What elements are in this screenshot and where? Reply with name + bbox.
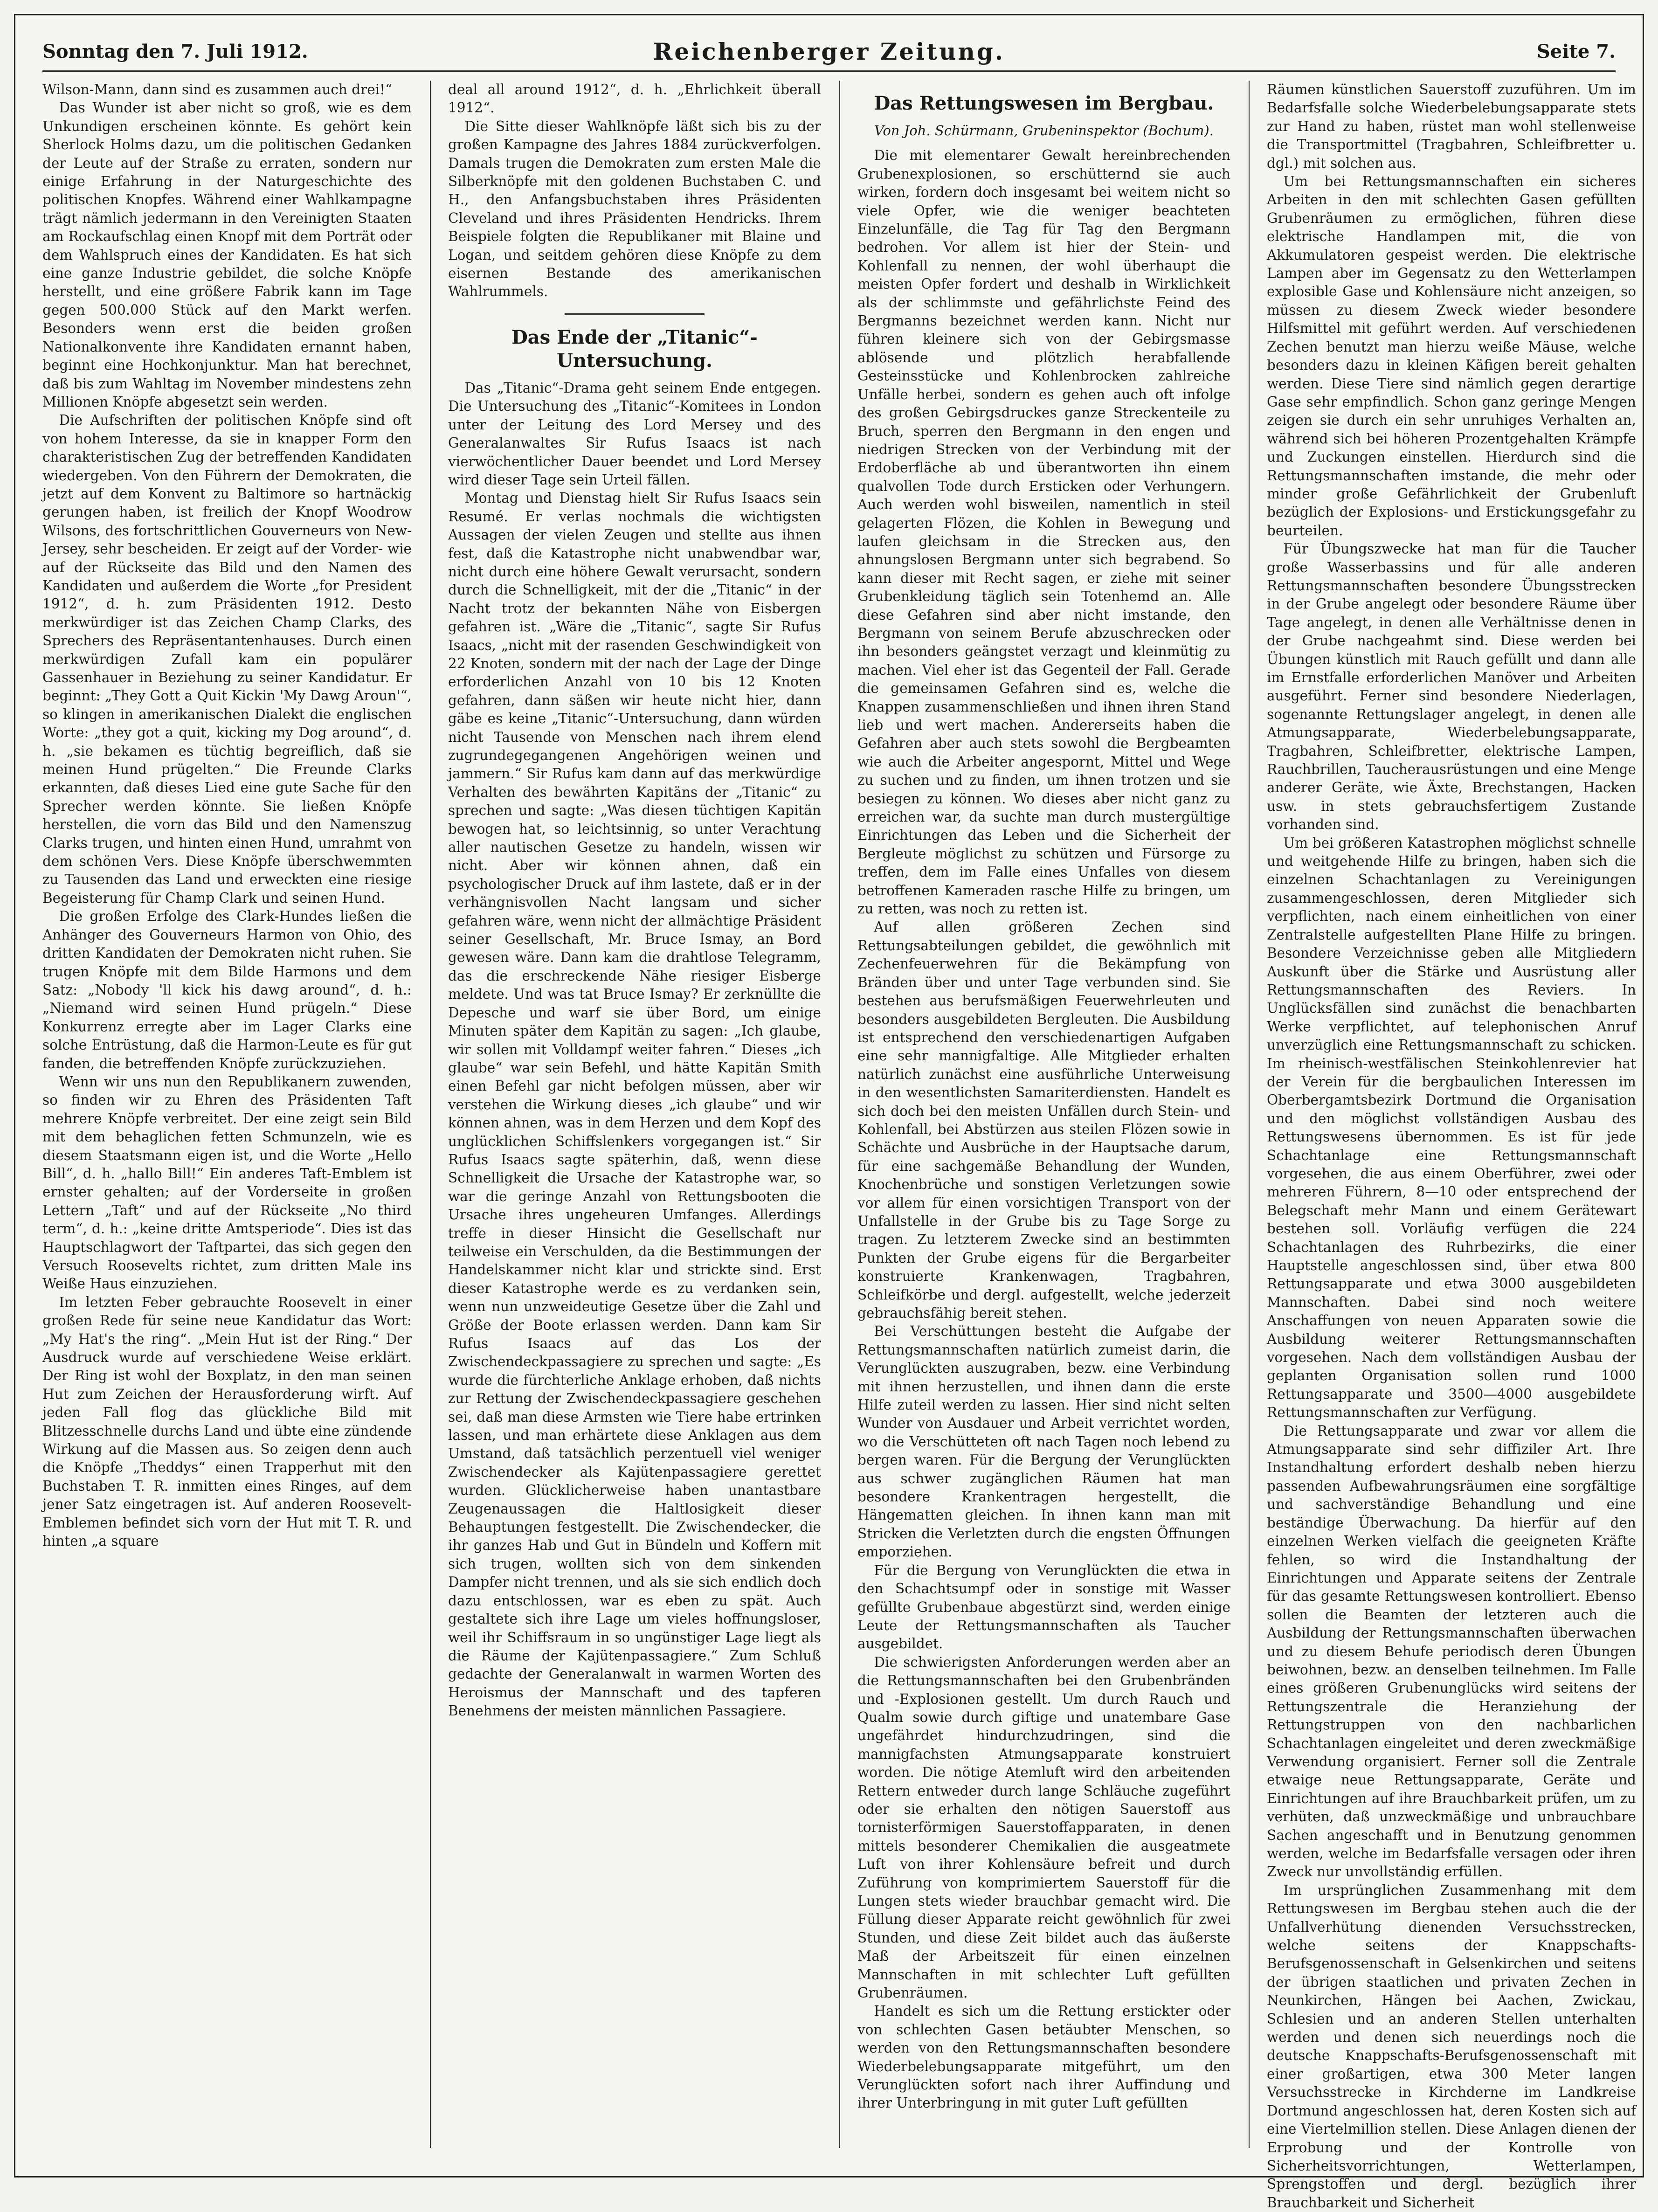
article-paragraph: Die mit elementarer Gewalt hereinbrechenden Grubenexplosionen, so erschütternd sie auch wirken, fordern doch insgesamt bei weitem nicht so viele Opfer, wie die weniger beachteten Einzelunfälle, die Tag für Tag den Bergmann bedrohen. Vor allem ist hier der Stein- und Kohlenfall zu nennen, der wohl überhaupt die meisten Opfer fordert und deshalb in Wirklichkeit als der schlimmste und gefährlichste Feind des Bergmanns bezeichnet werden kann. Nicht nur führen kleinere sich von der Gebirgsmasse ablösende und plötzlich herabfallende Gesteinsstücke und Kohlenbrocken zahlreiche Unfälle herbei, sondern es gehen auch oft infolge des großen Gebirgsdruckes ganze Streckenteile zu Bruch, sperren den Bergmann in den engen und niedrigen Strecken von der Verbindung mit der Erdoberfläche ab und überantworten ihn einem qualvollen Tode durch Ersticken oder Verhungern. Auch werden wohl bisweilen, namentlich in steil gelagerten Flözen, die Kohlen in Bewegung und laufen gleichsam in die Strecken aus, den ahnungslosen Bergmann unter sich begrabend. So kann dieser mit Recht sagen, er ziehe mit seiner Grubenkleidung täglich sein Totenhemd an. Alle diese Gefahren sind aber nicht imstande, den Bergmann von seinem Berufe abzuschrecken oder ihn besonders geängstet verzagt und kleinmütig zu machen. Viel eher ist das Gegenteil der Fall. Gerade die gemeinsamen Gefahren sind es, welche die Knappen zusammenschließen und ihnen ihren Stand lieb und wert machen. Andererseits haben die Gefahren aber auch stets sowohl die Bergbeamten wie auch die Arbeiter angespornt, Mittel und Wege zu suchen und zu finden, um ihnen trotzen und sie besiegen zu können. Wo dieses aber nicht ganz zu erreichen war, da suchte man durch mustergültige Einrichtungen das Leben und die Sicherheit der Bergleute möglichst zu schützen und Fürsorge zu treffen, dem im Falle eines Unfalles von diesem betroffenen Kameraden rasche Hilfe zu bringen, um zu retten, was noch zu retten ist.: [857, 147, 1230, 917]
masthead: [42, 38, 1616, 72]
article-paragraph: Montag und Dienstag hielt Sir Rufus Isaacs sein Resumé. Er verlas nochmals die wichtigsten Aussagen der vielen Zeugen und stellte aus ihnen fest, daß die Katastrophe nicht unabwendbar war, nicht durch eine höhere Gewalt verursacht, sondern durch die Schnelligkeit, mit der die „Titanic“ in der Nacht trotz der bekannten Nähe von Eisbergen gefahren ist. „Wäre die „Titanic“, sagte Sir Rufus Isaacs, „nicht mit der rasenden Geschwindigkeit von 22 Knoten, sondern mit der nach der Lage der Dinge erforderlichen Anzahl von 10 bis 12 Knoten gefahren, dann säßen wir heute nicht hier, dann gäbe es keine „Titanic“-Untersuchung, dann würden nicht Tausende von Menschen nach ihrem elend zugrundegegangenen Angehörigen weinen und jammern.“ Sir Rufus kam dann auf das merkwürdige Verhalten des bewährten Kapitäns der „Titanic“ zu sprechen und sagte: „Was diesen tüchtigen Kapitän bewogen hat, so leichtsinnig, so unter Verachtung aller nautischen Gesetze zu handeln, wissen wir nicht. Aber wir können ahnen, daß ein psychologischer Druck auf ihm lastete, daß er in der verhängnisvollen Nacht langsam und sicher gefahren wäre, wenn nicht der allmächtige Präsident seiner Gesellschaft, Mr. Bruce Ismay, an Bord gewesen wäre. Dann kam die drahtlose Telegramm, das die erschreckende Nähe riesiger Eisberge meldete. Und was tat Bruce Ismay? Er zerknüllte die Depesche und warf sie über Bord, um einige Minuten später dem Kapitän zu sagen: „Ich glaube, wir sollen mit Volldampf weiter fahren.“ Dieses „ich glaube“ war sein Befehl, und hätte Kapitän Smith einen Befehl gar nicht befolgen müssen, aber wir verstehen die Wirkung dieses „ich glaube“ und wir können ahnen, was in dem Herzen und dem Kopf des unglücklichen Schiffslenkers vorgegangen ist.“ Sir Rufus Isaacs sagte späterhin, daß, wenn diese Schnelligkeit die Ursache der Katastrophe war, so war die geringe Anzahl von Rettungsbooten die Ursache ihres ungeheuren Umfanges. Allerdings treffe in dieser Hinsicht die Gesellschaft nur teilweise ein Verschulden, da die Bestimmungen der Handelskammer nicht klar und strickte sind. Erst dieser Katastrophe werde es zu verdanken sein, wenn nun unzweideutige Gesetze über die Zahl und Größe der Boote erlassen werden. Dann kam Sir Rufus Isaacs auf das Los der Zwischendeckpassagiere zu sprechen und sagte: „Es wurde die fürchterliche Anklage erhoben, daß nichts zur Rettung der Zwischendeckpassagiere geschehen sei, daß man diese Armsten wie Tiere habe ertrinken lassen, und man erhärtete diese Anklagen aus dem Umstand, daß tatsächlich perzentuell viel weniger Zwischendecker als Kajütenpassagiere gerettet wurden. Glücklicherweise haben unantastbare Zeugenaussagen die Haltlosigkeit dieser Behauptungen festgestellt. Die Zwischendecker, die ihr ganzes Hab und Gut in Bündeln und Koffern mit sich trugen, wollten sich von dem sinkenden Dampfer nicht trennen, und als sie sich endlich doch dazu entschlossen, war es eben zu spät. Auch gestaltete sich ihre Lage um vieles hoffnungsloser, weil ihr Schiffsraum in so ungünstiger Lage liegt als die Räume der Kajütenpassagiere.“ Zum Schluß gedachte der Generalanwalt in warmen Worten des Heroismus der Mannschaft und des tapferen Benehmens der meisten männlichen Passagiere.: [448, 490, 821, 1719]
page-number: Seite 7.: [1536, 41, 1616, 62]
column-2: [448, 81, 821, 2154]
newspaper-page: [14, 14, 1644, 2211]
article-paragraph: Handelt es sich um die Rettung erstickter oder von schlechten Gasen betäubter Menschen, so werden von den Rettungsmannschaften besondere Wiederbelebungsapparate mitgeführt, um den Verunglückten sofort nach ihrer Auffindung und ihrer Unterbringung in mit guter Luft gefüllten: [857, 2003, 1230, 2111]
article-paragraph: Um bei Rettungsmannschaften ein sicheres Arbeiten in den mit schlechten Gasen gefüllten Grubenräumen zu ermöglichen, führen diese elektrische Handlampen mit, die von Akkumulatoren gespeist werden. Die elektrische Lampen aber im Gegensatz zu den Wetterlampen explosible Gase und Kohlensäure nicht anzeigen, so müssen zu diesem Zweck wieder besondere Hilfsmittel mit geführt werden. Auf verschiedenen Zechen benutzt man hierzu weiße Mäuse, welche besonders dazu in kleinen Käfigen bereit gehalten werden. Diese Tiere sind nämlich gegen derartige Gase sehr empfindlich. Schon ganz geringe Mengen zeigen sie durch ein sehr unruhiges Verhalten an, während sich bei höheren Prozentgehalten Krämpfe und Zuckungen einstellen. Hierdurch sind die Rettungsmannschaften imstande, die mehr oder minder große Gefährlichkeit der Grubenluft bezüglich der Explosions- und Erstickungsgefahr zu beurteilen.: [1267, 173, 1636, 539]
issue-date: Sonntag den 7. Juli 1912.: [42, 41, 308, 62]
article-paragraph: Die großen Erfolge des Clark-Hundes ließen die Anhänger des Gouverneurs Harmon von Ohio, des dritten Kandidaten der Demokraten nicht ruhen. Sie trugen Knöpfe mit dem Bilde Harmons und dem Satz: „Nobody 'll kick his dawg around“, d. h.: „Niemand wird seinen Hund prügeln.“ Diese Konkurrenz erregte aber im Lager Clarks eine solche Entrüstung, daß die Harmon-Leute es für gut fanden, die betreffenden Knöpfe zurückzuziehen.: [42, 908, 412, 1071]
column-3: [857, 81, 1230, 2154]
article-paragraph: Das „Titanic“-Drama geht seinem Ende entgegen. Die Untersuchung des „Titanic“-Komitees in London unter der Leitung des Lord Mersey und des Generalanwaltes Sir Rufus Isaacs ist nach vierwöchentlicher Dauer beendet und Lord Mersey wird dieser Tage sein Urteil fällen.: [448, 380, 821, 488]
article-paragraph: Auf allen größeren Zechen sind Rettungsabteilungen gebildet, die gewöhnlich mit Zechenfeuerwehren für die Bekämpfung von Bränden über und unter Tage verbunden sind. Sie bestehen aus berufsmäßigen Feuerwehrleuten und besonders ausgebildeten Bergleuten. Die Ausbildung ist entsprechend den verschiedenartigen Aufgaben eine sehr mannigfaltige. Alle Mitglieder erhalten natürlich zunächst eine ausführliche Unterweisung in den wesentlichsten Samariterdiensten. Handelt es sich doch bei den meisten Unfällen durch Stein- und Kohlenfall, bei Abstürzen aus steilen Flözen sowie in Schächte und Ausbrüche in der Hauptsache darum, für eine sachgemäße Behandlung der Wunden, Knochenbrüche und sonstigen Verletzungen sowie vor allem für einen vorsichtigen Transport von der Unfallstelle in der Grube bis zu Tage Sorge zu tragen. Zu letzterem Zwecke sind an bestimmten Punkten der Grube eigens für die Bergarbeiter konstruierte Krankenwagen, Tragbahren, Schleifkörbe und dergl. aufgestellt, welche jederzeit gebrauchsfähig bereit stehen.: [857, 919, 1230, 1321]
column-4: [1267, 81, 1636, 2211]
column-1: [42, 81, 412, 2154]
column-divider: [430, 81, 431, 2148]
article-paragraph: Die Sitte dieser Wahlknöpfe läßt sich bis zu der großen Kampagne des Jahres 1884 zurückverfolgen. Damals trugen die Demokraten zum ersten Male die Silberknöpfe mit den goldenen Buchstaben C. und H., den Anfangsbuchstaben ihres Präsidenten Cleveland und ihres Präsidenten Hendricks. Ihrem Beispiele folgten die Republikaner mit Blaine und Logan, und seitdem gehören diese Knöpfe zu dem eisernen Bestande des amerikanischen Wahlrummels.: [448, 118, 821, 300]
article-paragraph: Wenn wir uns nun den Republikanern zuwenden, so finden wir zu Ehren des Präsidenten Taft mehrere Knöpfe verbreitet. Der eine zeigt sein Bild mit dem behaglichen fetten Schmunzeln, wie es diesem Staatsmann eigen ist, und die Worte „Hello Bill“, d. h. „hallo Bill!“ Ein anderes Taft-Emblem ist ernster gehalten; auf der Vorderseite in großen Lettern „Taft“ und auf der Rückseite „No third term“, d. h.: „keine dritte Amtsperiode“. Dies ist das Hauptschlagwort der Taftpartei, das sich gegen den Versuch Roosevelts richtet, zum dritten Male ins Weiße Haus einzuziehen.: [42, 1073, 412, 1292]
article-paragraph: Wilson-Mann, dann sind es zusammen auch drei!“: [42, 82, 393, 97]
article-paragraph: Um bei größeren Katastrophen möglichst schnelle und weitgehende Hilfe zu bringen, haben sich die einzelnen Schachtanlagen zu Vereinigungen zusammengeschlossen, deren Mitglieder sich verpflichten, nach einem einheitlichen von einer Zentralstelle aufgestellten Plane Hilfe zu bringen. Besondere Verzeichnisse geben alle Mitgliedern Auskunft über die Stärke und Ausrüstung aller Rettungsmannschaften des Reviers. In Unglücksfällen sind zunächst die benachbarten Werke verpflichtet, auf telephonischen Anruf unverzüglich eine Rettungsmannschaft zu schicken. Im rheinisch-westfälischen Steinkohlenrevier hat der Verein für die bergbaulichen Interessen im Oberbergamtsbezirk Dortmund die Organisation und den möglichst vollständigen Ausbau des Rettungswesens übernommen. Es ist für jede Schachtanlage eine Rettungsmannschaft vorgesehen, die aus einem Oberführer, zwei oder mehreren Führern, 8—10 oder entsprechend der Belegschaft mehr Mann und einem Gerätewart bestehen soll. Vorläufig verfügen die 224 Schachtanlagen des Ruhrbezirks, die einer Hauptstelle angeschlossen sind, über etwa 800 Rettungsapparate und etwa 3000 ausgebildeten Mannschaften. Dabei sind noch weitere Anschaffungen von neuen Apparaten sowie die Ausbildung weiterer Rettungsmannschaften vorgesehen. Nach dem vollständigen Ausbau der geplanten Organisation sollen rund 1000 Rettungsapparate und 3500—4000 ausgebildete Rettungsmannschaften zur Verfügung.: [1267, 835, 1636, 1421]
article-paragraph: Für Übungszwecke hat man für die Taucher große Wasserbassins und für alle anderen Rettungsmannschaften besondere Übungsstrecken in der Grube angelegt oder besondere Räume über Tage angelegt, in denen alle Verhältnisse denen in der Grube nachgeahmt sind. Diese werden bei Übungen künstlich mit Rauch gefüllt und dann alle im Ernstfalle erforderlichen Manöver und Arbeiten ausgeführt. Ferner sind besondere Niederlagen, sogenannte Rettungslager angelegt, in denen alle Atmungsapparate, Wiederbelebungsapparate, Tragbahren, Schleifbretter, elektrische Lampen, Rauchbrillen, Taucherausrüstungen und eine Menge anderer Geräte, wie Äxte, Brechstangen, Hacken usw. in stets gebrauchsfertigem Zustande vorhanden sind.: [1267, 541, 1636, 833]
article-headline-titanic: Das Ende der „Titanic“-Untersuchung.: [511, 326, 758, 372]
article-paragraph: Für die Bergung von Verunglückten die etwa in den Schachtsumpf oder in sonstige mit Wasser gefüllte Grubenbaue abgestürzt sind, werden einige Leute der Rettungsmannschaften als Taucher ausgebildet.: [857, 1562, 1230, 1652]
article-paragraph: Das Wunder ist aber nicht so groß, wie es dem Unkundigen erscheinen könnte. Es gehört kein Sherlock Holms dazu, um die politischen Gedanken der Leute auf der Straße zu erraten, sondern nur einige Erfahrung in der Naturgeschichte des politischen Knopfes. Während einer Wahlkampagne trägt nämlich jedermann in den Vereinigten Staaten am Rockaufschlag einen Knopf mit dem Porträt oder dem Wahlspruch eines der Kandidaten. Es hat sich eine ganze Industrie gebildet, die solche Knöpfe herstellt, und eine größere Fabrik kann im Tage gegen 500.000 Stück auf den Markt werfen. Besonders wenn erst die beiden großen Nationalkonvente ihre Kandidaten ernannt haben, beginnt eine Hochkonjunktur. Man hat berechnet, daß bis zum Wahltag im November mindestens zehn Millionen Knöpfe abgesetzt sein werden.: [42, 100, 412, 410]
article-paragraph: Die schwierigsten Anforderungen werden aber an die Rettungsmannschaften bei den Grubenbränden und -Explosionen gestellt. Um durch Rauch und Qualm sowie durch giftige und unatembare Gase ungefährdet hindurchzudringen, sind die mannigfachsten Atmungsapparate konstruiert worden. Die nötige Atemluft wird den arbeitenden Rettern entweder durch lange Schläuche zugeführt oder sie erhalten den nötigen Sauerstoff aus tornisterförmigen Sauerstoffapparaten, in denen mittels besonderer Chemikalien die ausgeatmete Luft von ihrer Kohlensäure befreit und durch Zuführung von komprimiertem Sauerstoff für die Lungen stets wieder brauchbar gemacht wird. Die Füllung dieser Apparate reicht gewöhnlich für zwei Stunden, und diese Zeit bildet auch das äußerste Maß der Arbeitszeit für einen einzelnen Mannschaften in mit schlechter Luft gefüllten Grubenräumen.: [857, 1654, 1230, 2001]
article-paragraph: Räumen künstlichen Sauerstoff zuzuführen. Um im Bedarfsfalle solche Wiederbelebungsapparate stets zur Hand zu haben, rüstet man wohl stellenweise die Transportmittel (Tragbahren, Schleifbretter u. dgl.) mit solchen aus.: [1267, 82, 1636, 171]
article-paragraph: deal all around 1912“, d. h. „Ehrlichkeit überall 1912“.: [448, 82, 821, 116]
column-divider: [839, 81, 840, 2148]
article-paragraph: Im letzten Feber gebrauchte Roosevelt in einer großen Rede für seine neue Kandidatur das Wort: „My Hat's the ring“. „Mein Hut ist der Ring.“ Der Ausdruck wurde auf verschiedene Weise erklärt. Der Ring ist wohl der Boxplatz, in den man seinen Hut zum Zeichen der Herausforderung wirft. Auf jeden Fall flog das glückliche Bild mit Blitzesschnelle durchs Land und übte eine zündende Wirkung auf die Massen aus. So zeigen denn auch die Knöpfe „Theddys“ einen Trapperhut mit den Buchstaben T. R. inmitten eines Ringes, auf dem jener Satz eingetragen ist. Auf anderen Roosevelt-Emblemen befindet sich vorn der Hut mit T. R. und hinten „a square: [42, 1294, 412, 1549]
column-divider: [1249, 81, 1250, 2148]
article-paragraph: Bei Verschüttungen besteht die Aufgabe der Rettungsmannschaften natürlich zumeist darin, die Verunglückten auszugraben, bezw. eine Verbindung mit ihnen herzustellen, und ihnen dann die erste Hilfe zuteil werden zu lassen. Hier sind nicht selten Wunder von Ausdauer und Arbeit verrichtet worden, wo die Verschütteten oft nach Tagen noch lebend zu bergen waren. Für die Bergung der Verunglückten aus schwer zugänglichen Räumen hat man besondere Krankentragen hergestellt, die Hängematten gleichen. In ihnen kann man mit Stricken die Verletzten durch die engsten Öffnungen emporziehen.: [857, 1323, 1230, 1560]
article-separator: [565, 313, 705, 315]
article-paragraph: Die Aufschriften der politischen Knöpfe sind oft von hohem Interesse, da sie in knapper Form den charakteristischen Zug der betreffenden Kandidaten wiedergeben. Von den Führern der Demokraten, die jetzt auf dem Konvent zu Baltimore so hartnäckig gerungen haben, ist freilich der Knopf Woodrow Wilsons, des fortschrittlichen Gouverneurs von New-Jersey, sehr bescheiden. Er zeigt auf der Vorder- wie auf der Rückseite das Bild und den Namen des Kandidaten und außerdem die Worte „for President 1912“, d. h. zum Präsidenten 1912. Desto merkwürdiger ist das Zeichen Champ Clarks, des Sprechers des Repräsentantenhauses. Durch einen merkwürdigen Zufall kam ein populärer Gassenhauer in Beziehung zu seiner Kandidatur. Er beginnt: „They Gott a Quit Kickin 'My Dawg Aroun'“, so klingen in amerikanischen Dialekt die englischen Worte: „they got a quit, kicking my Dog around“, d. h. „sie bekamen es tüchtig begreiflich, daß sie meinen Hund prügelten.“ Die Freunde Clarks erkannten, daß dieses Lied eine gute Sache für den Sprecher werden könnte. Sie ließen Knöpfe herstellen, die vorn das Bild und den Namenszug Clarks trugen, und hinten einen Hund, umrahmt von dem schönen Vers. Diese Knöpfe überschwemmten zu Tausenden das Land und erweckten eine riesige Begeisterung für Champ Clark und seinen Hund.: [42, 412, 412, 906]
article-byline: Von Joh. Schürmann, Grubeninspektor (Bochum).: [874, 123, 1214, 138]
newspaper-title: Reichenberger Zeitung.: [653, 38, 1005, 65]
article-paragraph: Im ursprünglichen Zusammenhang mit dem Rettungswesen im Bergbau stehen auch die der Unfallverhütung dienenden Versuchsstrecken, welche seitens der Knappschafts-Berufsgenossenschaft in Gelsenkirchen und seitens der übrigen staatlichen und privaten Zechen in Neunkirchen, Hängen bei Aachen, Zwickau, Schlesien und an anderen Stellen unterhalten werden und denen sich neuerdings noch die deutsche Knappschafts-Berufsgenossenschaft mit einer großartigen, etwa 300 Meter langen Versuchsstrecke in Kirchderne im Landkreise Dortmund angeschlossen hat, deren Kosten sich auf eine Viertelmillion stellen. Diese Anlagen dienen der Erprobung und der Kontrolle von Sicherheitsvorrichtungen, Wetterlampen, Sprengstoffen und dergl. bezüglich ihrer Brauchbarkeit und Sicherheit: [1267, 1882, 1636, 2211]
article-headline-mine-rescue: Das Rettungswesen im Bergbau.: [874, 92, 1214, 114]
article-paragraph: Die Rettungsapparate und zwar vor allem die Atmungsapparate sind sehr diffiziler Art. Ihre Instandhaltung erfordert deshalb neben hierzu passenden Aufbewahrungsräumen eine sorgfältige und sachverständige Behandlung und eine beständige Überwachung. Da hierfür auf den einzelnen Werken vielfach die geeigneten Kräfte fehlen, so wird die Instandhaltung der Einrichtungen und Apparate seitens der Zentrale für das gesamte Rettungswesen kontrolliert. Ebenso sollen die Beamten der letzteren auch die Ausbildung der Rettungsmannschaften überwachen und zu diesem Behufe periodisch deren Übungen beiwohnen, bezw. an denselben teilnehmen. Im Falle eines größeren Grubenunglücks wird seitens der Rettungszentrale die Heranziehung der Rettungstruppen von den nachbarlichen Schachtanlagen eingeleitet und deren zweckmäßige Verwendung organisiert. Ferner soll die Zentrale etwaige neue Rettungsapparate, Geräte und Einrichtungen auf ihre Brauchbarkeit prüfen, um zu verhüten, daß unzweckmäßige und unbrauchbare Sachen angeschafft und in Benutzung genommen werden, welche im Bedarfsfalle versagen oder ihren Zweck nur unvollständig erfüllen.: [1267, 1423, 1636, 1880]
